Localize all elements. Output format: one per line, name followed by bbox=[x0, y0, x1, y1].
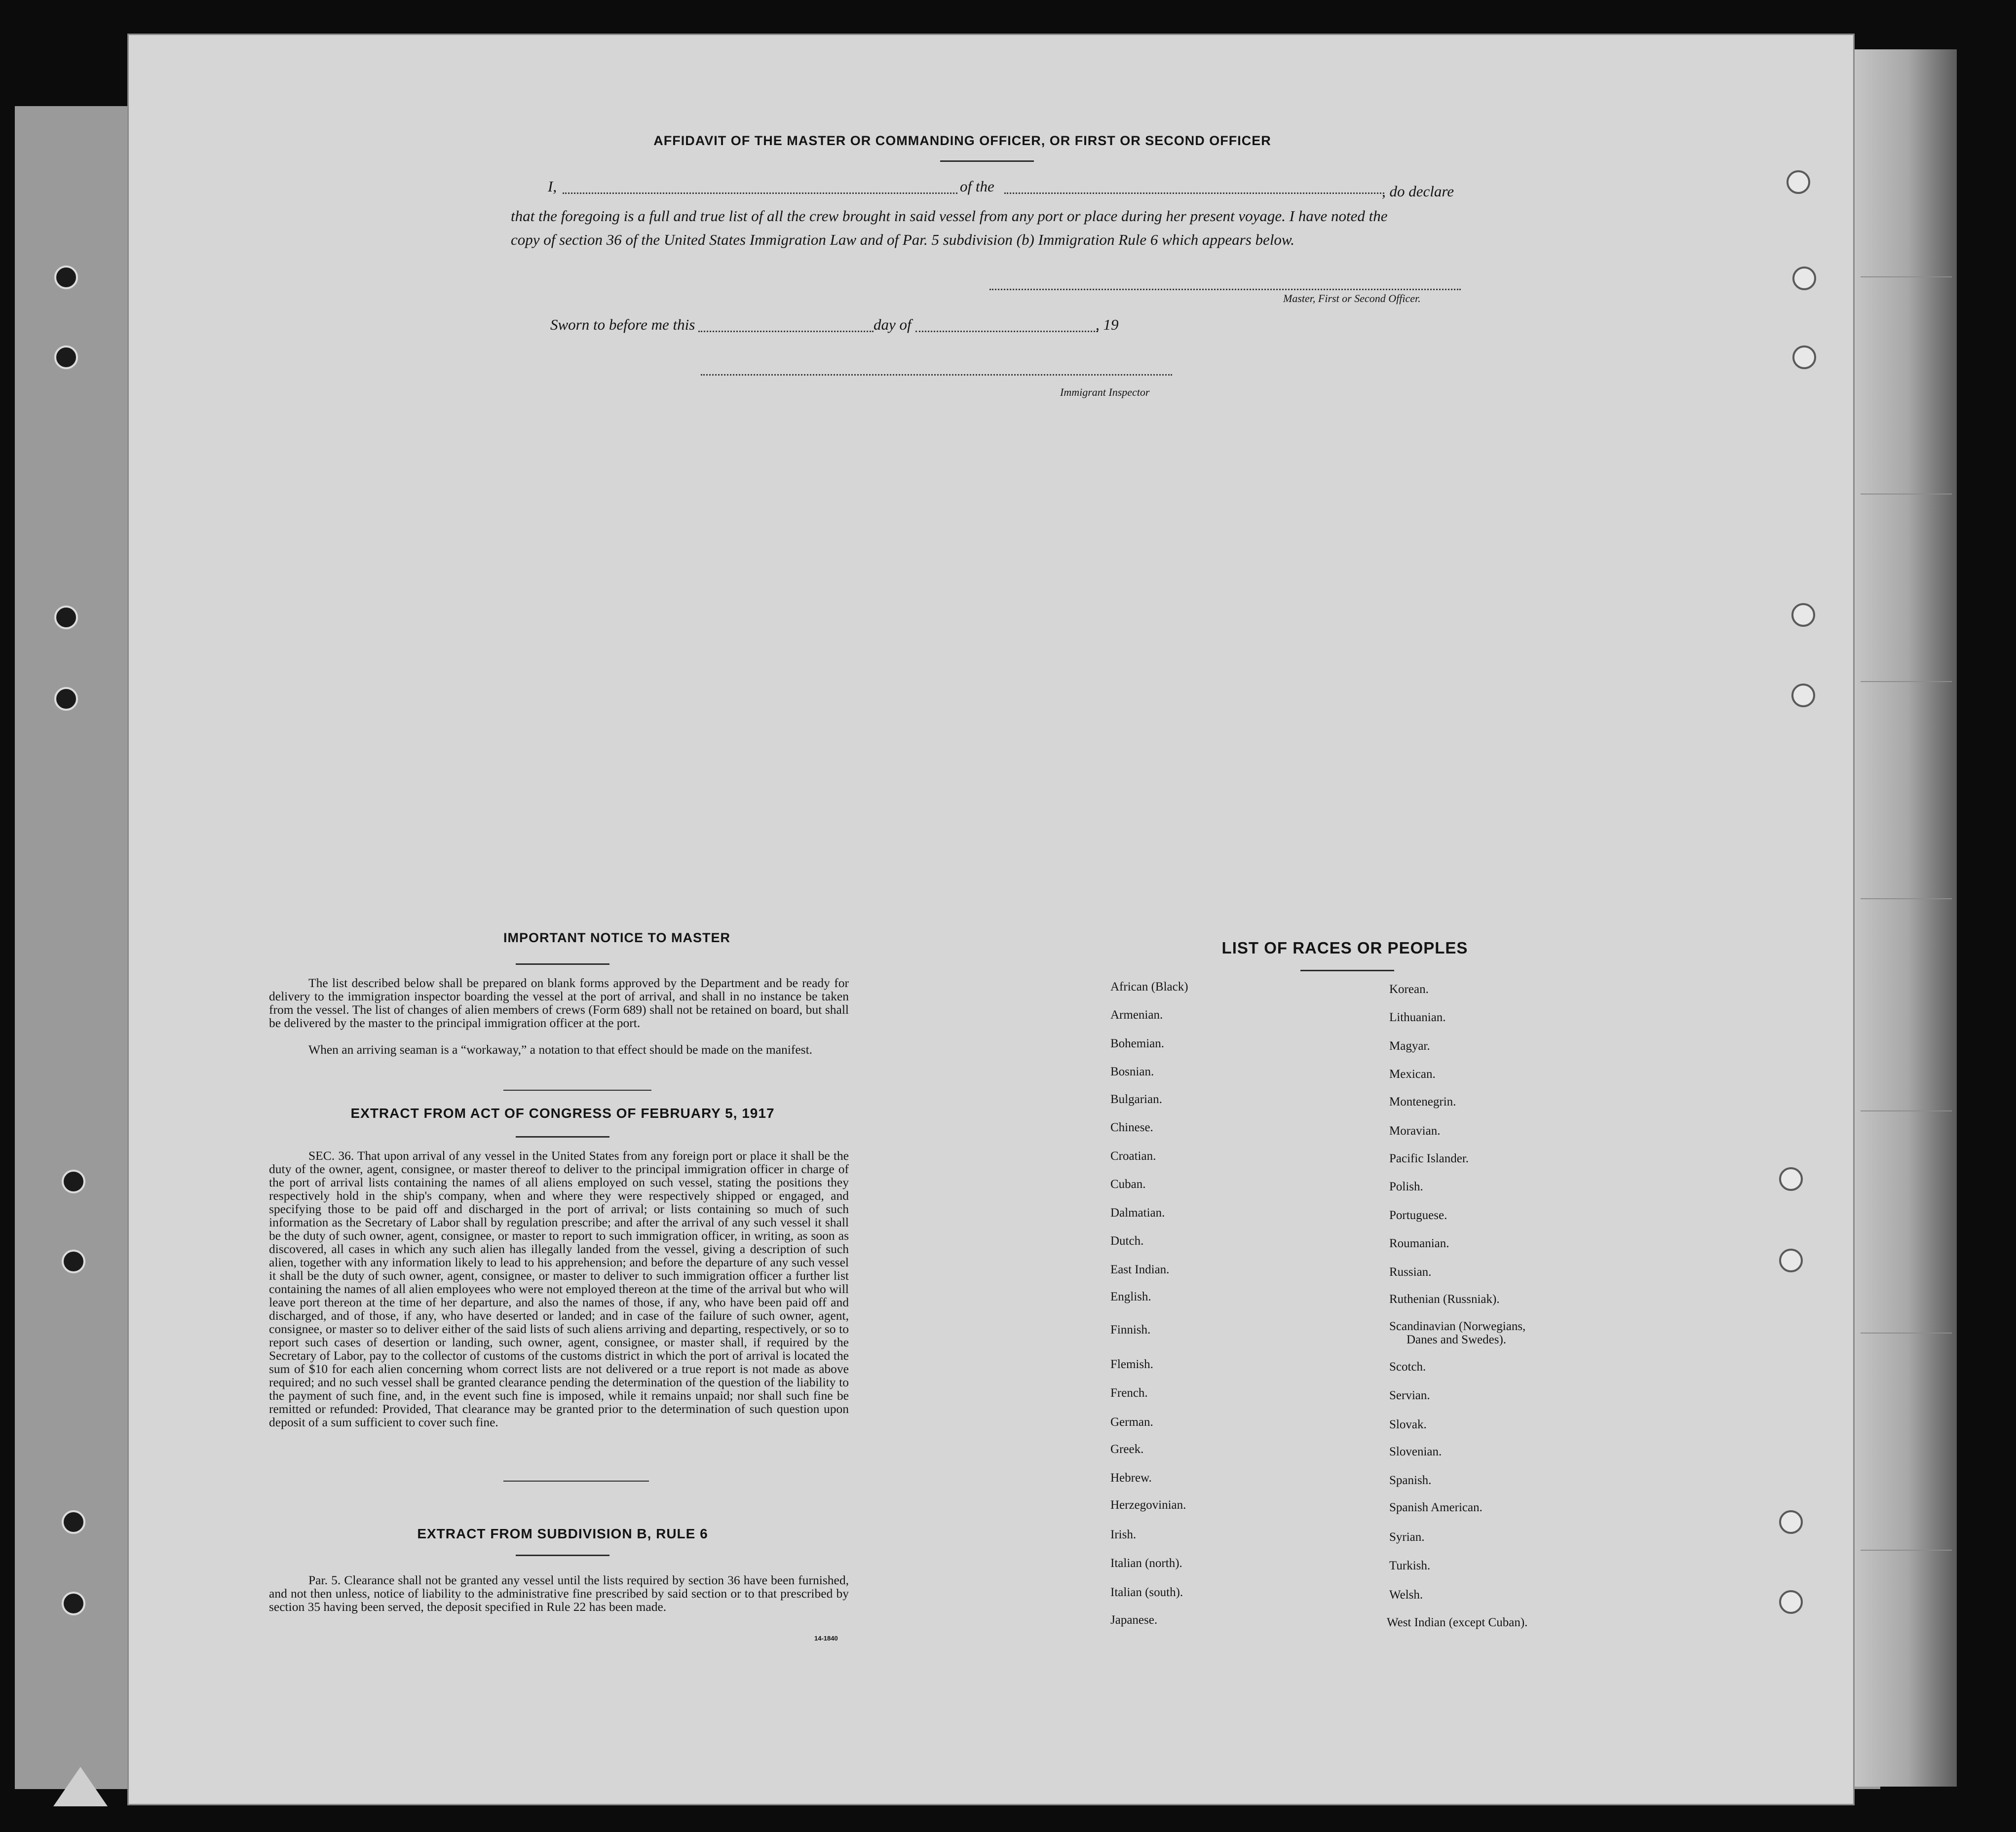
divider-rule-2 bbox=[503, 1481, 649, 1482]
punch-hole-icon bbox=[1779, 1167, 1803, 1191]
punch-hole-icon bbox=[1791, 603, 1815, 627]
triangle-mark-icon bbox=[53, 1767, 108, 1806]
race-item: Dutch. bbox=[1110, 1234, 1144, 1248]
binder-hole-icon bbox=[54, 345, 78, 369]
race-item: Italian (north). bbox=[1110, 1557, 1182, 1570]
race-item: Slovenian. bbox=[1389, 1445, 1442, 1458]
race-item: Finnish. bbox=[1110, 1323, 1151, 1336]
race-item: Moravian. bbox=[1389, 1124, 1441, 1138]
race-item: Herzegovinian. bbox=[1110, 1498, 1186, 1512]
races-title: LIST OF RACES OR PEOPLES bbox=[1221, 939, 1468, 957]
race-item: Scandinavian (Norwegians, bbox=[1389, 1320, 1526, 1333]
race-item: Turkish. bbox=[1389, 1559, 1431, 1572]
rule-extract-rule bbox=[516, 1555, 609, 1556]
affidavit-i: I, bbox=[548, 178, 557, 195]
affidavit-of-the: of the bbox=[960, 178, 994, 195]
sworn-day-of: day of bbox=[874, 316, 912, 333]
race-item: Servian. bbox=[1389, 1389, 1430, 1402]
sworn-day-blank[interactable] bbox=[698, 331, 874, 332]
race-item: German. bbox=[1110, 1415, 1153, 1429]
binder-hole-icon bbox=[62, 1510, 85, 1534]
race-item: Pacific Islander. bbox=[1389, 1152, 1469, 1165]
race-item: Flemish. bbox=[1110, 1358, 1153, 1371]
race-item: Italian (south). bbox=[1110, 1586, 1183, 1599]
race-item: Korean. bbox=[1389, 983, 1429, 996]
race-item: Mexican. bbox=[1389, 1068, 1436, 1081]
race-item: Greek. bbox=[1110, 1443, 1144, 1456]
rule-extract-title: EXTRACT FROM SUBDIVISION B, RULE 6 bbox=[417, 1526, 708, 1541]
race-item: Magyar. bbox=[1389, 1039, 1430, 1053]
race-item: Armenian. bbox=[1110, 1008, 1163, 1022]
race-item: Bohemian. bbox=[1110, 1037, 1165, 1050]
punch-hole-icon bbox=[1787, 170, 1810, 194]
race-item: Scotch. bbox=[1389, 1360, 1426, 1374]
race-item: English. bbox=[1110, 1290, 1151, 1303]
vessel-blank[interactable] bbox=[1004, 192, 1384, 194]
affidavit-line3: copy of section 36 of the United States Immigration Law and of Par. 5 subdivision (b) Immigration Rule 6 which appears below. bbox=[511, 231, 1295, 248]
punch-hole-icon bbox=[1779, 1249, 1803, 1272]
notice-rule bbox=[516, 963, 609, 965]
act-extract-rule bbox=[516, 1136, 609, 1138]
race-item: Cuban. bbox=[1110, 1178, 1146, 1191]
affidavit-do-declare: , do declare bbox=[1382, 183, 1454, 200]
binder-hole-icon bbox=[54, 606, 78, 629]
act-extract-title: EXTRACT FROM ACT OF CONGRESS OF FEBRUARY 5, 1917 bbox=[350, 1106, 775, 1121]
race-item: Croatian. bbox=[1110, 1149, 1156, 1163]
form-number: 14-1840 bbox=[814, 1635, 838, 1642]
inspector-signature-line[interactable] bbox=[701, 374, 1172, 376]
race-item: Portuguese. bbox=[1389, 1209, 1447, 1222]
races-right-column bbox=[1389, 982, 1646, 1639]
punch-hole-icon bbox=[1792, 267, 1816, 290]
affidavit-title: AFFIDAVIT OF THE MASTER OR COMMANDING OFFICER, OR FIRST OR SECOND OFFICER bbox=[653, 133, 1271, 148]
inspector-caption: Immigrant Inspector bbox=[1060, 386, 1150, 398]
race-item: Dalmatian. bbox=[1110, 1206, 1165, 1220]
race-item: Montenegrin. bbox=[1389, 1095, 1456, 1108]
binder-hole-icon bbox=[62, 1592, 85, 1615]
races-left-column bbox=[1110, 980, 1407, 1636]
race-item: Roumanian. bbox=[1389, 1237, 1449, 1250]
notice-title: IMPORTANT NOTICE TO MASTER bbox=[503, 930, 730, 945]
race-item: Polish. bbox=[1389, 1180, 1423, 1193]
notice-para-2: When an arriving seaman is a “workaway,” a notation to that effect should be made on the manifest. bbox=[308, 1042, 813, 1057]
race-item: Irish. bbox=[1110, 1528, 1137, 1541]
stacked-pages-edge bbox=[1848, 49, 1957, 1787]
notice-para-1: The list described below shall be prepared on blank forms approved by the Department and be ready for delivery to the immigration inspector boarding the vessel at the port of arrival, and shall in no instance be taken from the vessel. The list of changes of alien members of crews (Form 689) shall not be retained on board, but shall be delivered by the master to the principal immigration officer at the port. bbox=[269, 976, 849, 1030]
sworn-year: , 19 bbox=[1096, 316, 1119, 333]
master-caption: Master, First or Second Officer. bbox=[1283, 292, 1421, 305]
binder-hole-icon bbox=[54, 687, 78, 711]
punch-hole-icon bbox=[1792, 345, 1816, 369]
binder-hole-icon bbox=[54, 266, 78, 289]
race-item: Spanish. bbox=[1389, 1474, 1432, 1487]
race-item: Ruthenian (Russniak). bbox=[1389, 1293, 1500, 1306]
affidavit-line2: that the foregoing is a full and true list of all the crew brought in said vessel from any port or place during her present voyage. I have noted the bbox=[511, 207, 1388, 225]
race-item: Welsh. bbox=[1389, 1588, 1423, 1602]
binder-hole-icon bbox=[62, 1170, 85, 1193]
race-item: Hebrew. bbox=[1110, 1471, 1152, 1485]
race-item: Japanese. bbox=[1110, 1613, 1158, 1627]
race-item: Lithuanian. bbox=[1389, 1011, 1446, 1024]
act-extract-text: SEC. 36. That upon arrival of any vessel in the United States from any foreign port or place it shall be the duty of the owner, agent, consignee, or master thereof to deliver to the principal immigration officer in charge of the port of arrival lists containing the names of all aliens employed on such vessel, stating the positions they respectively hold in the ship's company, when and where they were respectively shipped or engaged, and specifying those to be paid off and discharged in the port of arrival; or lists containing so much of such information as the Secretary of Labor shall by regulation prescribe; and after the arrival of any such vessel it shall be the duty of such owner, agent, consignee, or master to report to such immigration officer, in writing, as soon as discovered, all cases in which any such alien has illegally landed from the vessel, giving a description of such alien, together with any information likely to lead to his apprehension; and before the departure of any such vessel it shall be the duty of such owner, agent, consignee, or master to deliver to such immigration officer a further list containing the names of all alien employees who were not employed thereon at the time of the arrival but who will leave port thereon at the time of her departure, and also the names of those, if any, who have been paid off and discharged, and of those, if any, who have deserted or landed; and in case of the failure of such owner, agent, consignee, or master so to deliver either of the said lists of such aliens arriving and departing, respectively, or so to report such cases of desertion or landing, such owner, agent, consignee, or master shall, if required by the Secretary of Labor, pay to the collector of customs of the customs district in which the port of arrival is located the sum of $10 for each alien concerning whom correct lists are not delivered or a true report is not made as above required; and no such vessel shall be granted clearance pending the determination of the question of the liability to the payment of such fine, and, in the event such fine is imposed, while it remains unpaid; nor shall such fine be remitted or refunded: Provided, That clearance may be granted prior to the determination of such question upon deposit of a sum sufficient to cover such fine. bbox=[269, 1148, 849, 1429]
rule-extract-text: Par. 5. Clearance shall not be granted any vessel until the lists required by section 36 have been furnished, and not then unless, notice of liability to the administrative fine prescribed by said section or to that prescribed by section 35 having been served, the deposit specified in Rule 22 has been made. bbox=[269, 1573, 849, 1614]
race-item: Danes and Swedes). bbox=[1407, 1333, 1507, 1346]
race-item: Bosnian. bbox=[1110, 1065, 1154, 1078]
punch-hole-icon bbox=[1779, 1510, 1803, 1534]
punch-hole-icon bbox=[1791, 684, 1815, 707]
race-item: West Indian (except Cuban). bbox=[1387, 1616, 1528, 1629]
race-item: Bulgarian. bbox=[1110, 1093, 1162, 1106]
sworn-text: Sworn to before me this bbox=[550, 316, 695, 333]
races-rule bbox=[1300, 970, 1394, 971]
race-item: East Indian. bbox=[1110, 1263, 1170, 1276]
divider-rule bbox=[503, 1090, 651, 1091]
race-item: French. bbox=[1110, 1386, 1148, 1400]
race-item: Syrian. bbox=[1389, 1530, 1425, 1544]
title-rule bbox=[940, 160, 1034, 162]
name-blank[interactable] bbox=[563, 192, 957, 194]
race-item: Chinese. bbox=[1110, 1121, 1153, 1134]
sworn-month-blank[interactable] bbox=[915, 331, 1098, 332]
punch-hole-icon bbox=[1779, 1590, 1803, 1614]
race-item: African (Black) bbox=[1110, 980, 1188, 993]
binder-hole-icon bbox=[62, 1250, 85, 1273]
race-item: Slovak. bbox=[1389, 1418, 1427, 1431]
master-signature-line[interactable] bbox=[989, 289, 1461, 290]
race-item: Russian. bbox=[1389, 1265, 1432, 1279]
race-item: Spanish American. bbox=[1389, 1501, 1483, 1514]
